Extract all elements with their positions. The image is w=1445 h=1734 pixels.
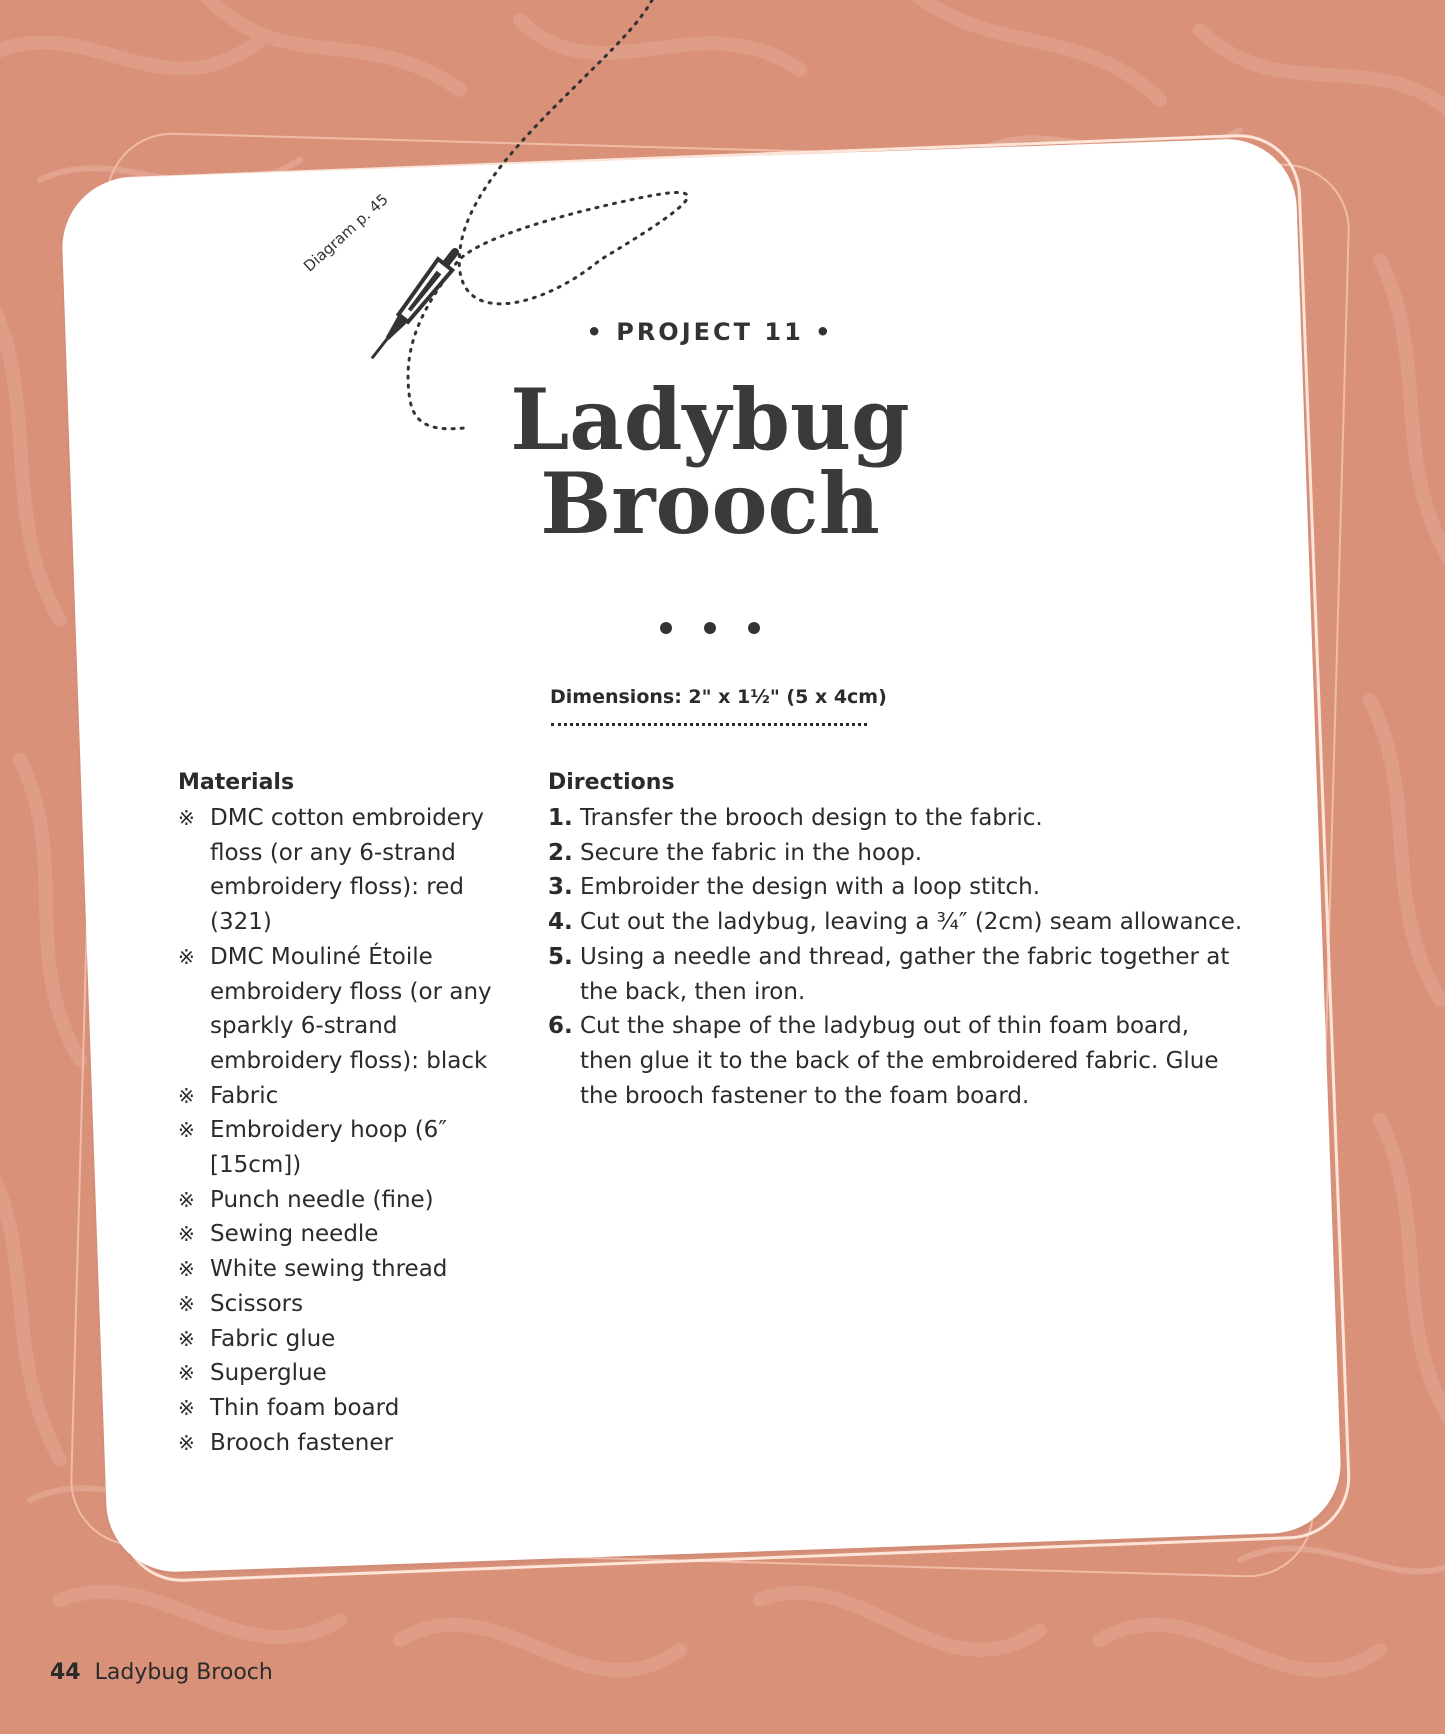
materials-item: [178, 1113, 518, 1182]
step-text: Secure the fabric in the hoop.: [580, 839, 923, 866]
dimensions-label: Dimensions: 2" x 1½" (5 x 4cm): [550, 686, 887, 708]
materials-item-text: DMC Mouliné Étoile embroidery floss (or any sparkly 6-strand embroidery floss): black: [210, 943, 492, 1074]
bullet-icon: ※: [178, 1222, 195, 1247]
bullet-icon: ※: [178, 1395, 195, 1420]
bullet-icon: ※: [178, 1430, 195, 1455]
bullet-icon: ※: [178, 1257, 195, 1282]
separator-dots: [660, 608, 760, 648]
materials-item-text: Embroidery hoop (6″ [15cm]): [210, 1117, 447, 1179]
materials-item: [178, 1252, 518, 1287]
materials-heading: Materials: [178, 770, 295, 795]
materials-item: [178, 1356, 518, 1391]
diagram-page-reference: Diagram p. 45: [300, 190, 392, 276]
direction-step: [548, 1009, 1248, 1113]
step-number: 2.: [548, 839, 573, 866]
materials-item: [178, 1287, 518, 1322]
bullet-icon: ※: [178, 1361, 195, 1386]
directions-heading: Directions: [548, 770, 675, 795]
materials-item-text: Thin foam board: [210, 1394, 400, 1421]
materials-item-text: DMC cotton embroidery floss (or any 6-strand embroidery floss): red (321): [210, 805, 485, 936]
materials-item: [178, 1217, 518, 1252]
step-number: 1.: [548, 805, 573, 831]
materials-item-text: Scissors: [210, 1290, 304, 1317]
materials-item: [178, 1183, 518, 1218]
materials-item-text: Sewing needle: [210, 1221, 379, 1248]
step-number: 3.: [548, 874, 573, 901]
step-text: Cut the shape of the ladybug out of thin foam board, then glue it to the back of the embroidered fabric. Glue the brooch fastener to the foam board.: [580, 1013, 1219, 1109]
dot: [704, 622, 716, 634]
materials-item-text: Superglue: [210, 1360, 327, 1387]
materials-column: [178, 768, 518, 1460]
step-text: Cut out the ladybug, leaving a ¾″ (2cm) seam allowance.: [580, 909, 1243, 936]
bullet-icon: ※: [178, 1187, 195, 1212]
directions-list: [548, 801, 1248, 1113]
step-number: 6.: [548, 1013, 573, 1040]
direction-step: [548, 905, 1248, 940]
step-text: Transfer the brooch design to the fabric.: [580, 805, 1043, 831]
step-text: Embroider the design with a loop stitch.: [580, 874, 1041, 901]
materials-item-text: Fabric: [210, 1082, 279, 1109]
direction-step: [548, 836, 1248, 871]
materials-item-text: White sewing thread: [210, 1256, 448, 1283]
project-number: • PROJECT 11 •: [586, 318, 834, 346]
step-number: 4.: [548, 909, 573, 936]
materials-item-text: Fabric glue: [210, 1325, 336, 1352]
materials-item: [178, 1079, 518, 1114]
materials-item: [178, 801, 518, 940]
bullet-icon: ※: [178, 1326, 195, 1351]
materials-item: [178, 1322, 518, 1357]
direction-step: [548, 870, 1248, 905]
step-text: Using a needle and thread, gather the fabric together at the back, then iron.: [580, 943, 1230, 1005]
materials-item-text: Brooch fastener: [210, 1429, 393, 1456]
direction-step: [548, 940, 1248, 1009]
running-title: Ladybug Brooch: [94, 1660, 273, 1685]
materials-item: [178, 940, 518, 1079]
bullet-icon: ※: [178, 1291, 195, 1316]
page-number: 44: [50, 1660, 81, 1685]
materials-list: [178, 801, 518, 1460]
page-title: [440, 370, 980, 553]
bullet-icon: ※: [178, 1083, 195, 1108]
directions-column: [548, 768, 1248, 1113]
materials-item: [178, 1426, 518, 1461]
title-line-2: Brooch: [540, 454, 880, 553]
dimensions-underline: [551, 723, 867, 726]
bullet-icon: ※: [178, 806, 195, 830]
bullet-icon: ※: [178, 1118, 195, 1143]
direction-step: [548, 801, 1248, 836]
step-number: 5.: [548, 943, 573, 970]
dot: [660, 622, 672, 634]
materials-item-text: Punch needle (fine): [210, 1186, 434, 1213]
dot: [748, 622, 760, 634]
bullet-icon: ※: [178, 944, 195, 969]
materials-item: [178, 1391, 518, 1426]
page-footer: [50, 1660, 273, 1685]
title-line-1: Ladybug: [510, 370, 910, 469]
